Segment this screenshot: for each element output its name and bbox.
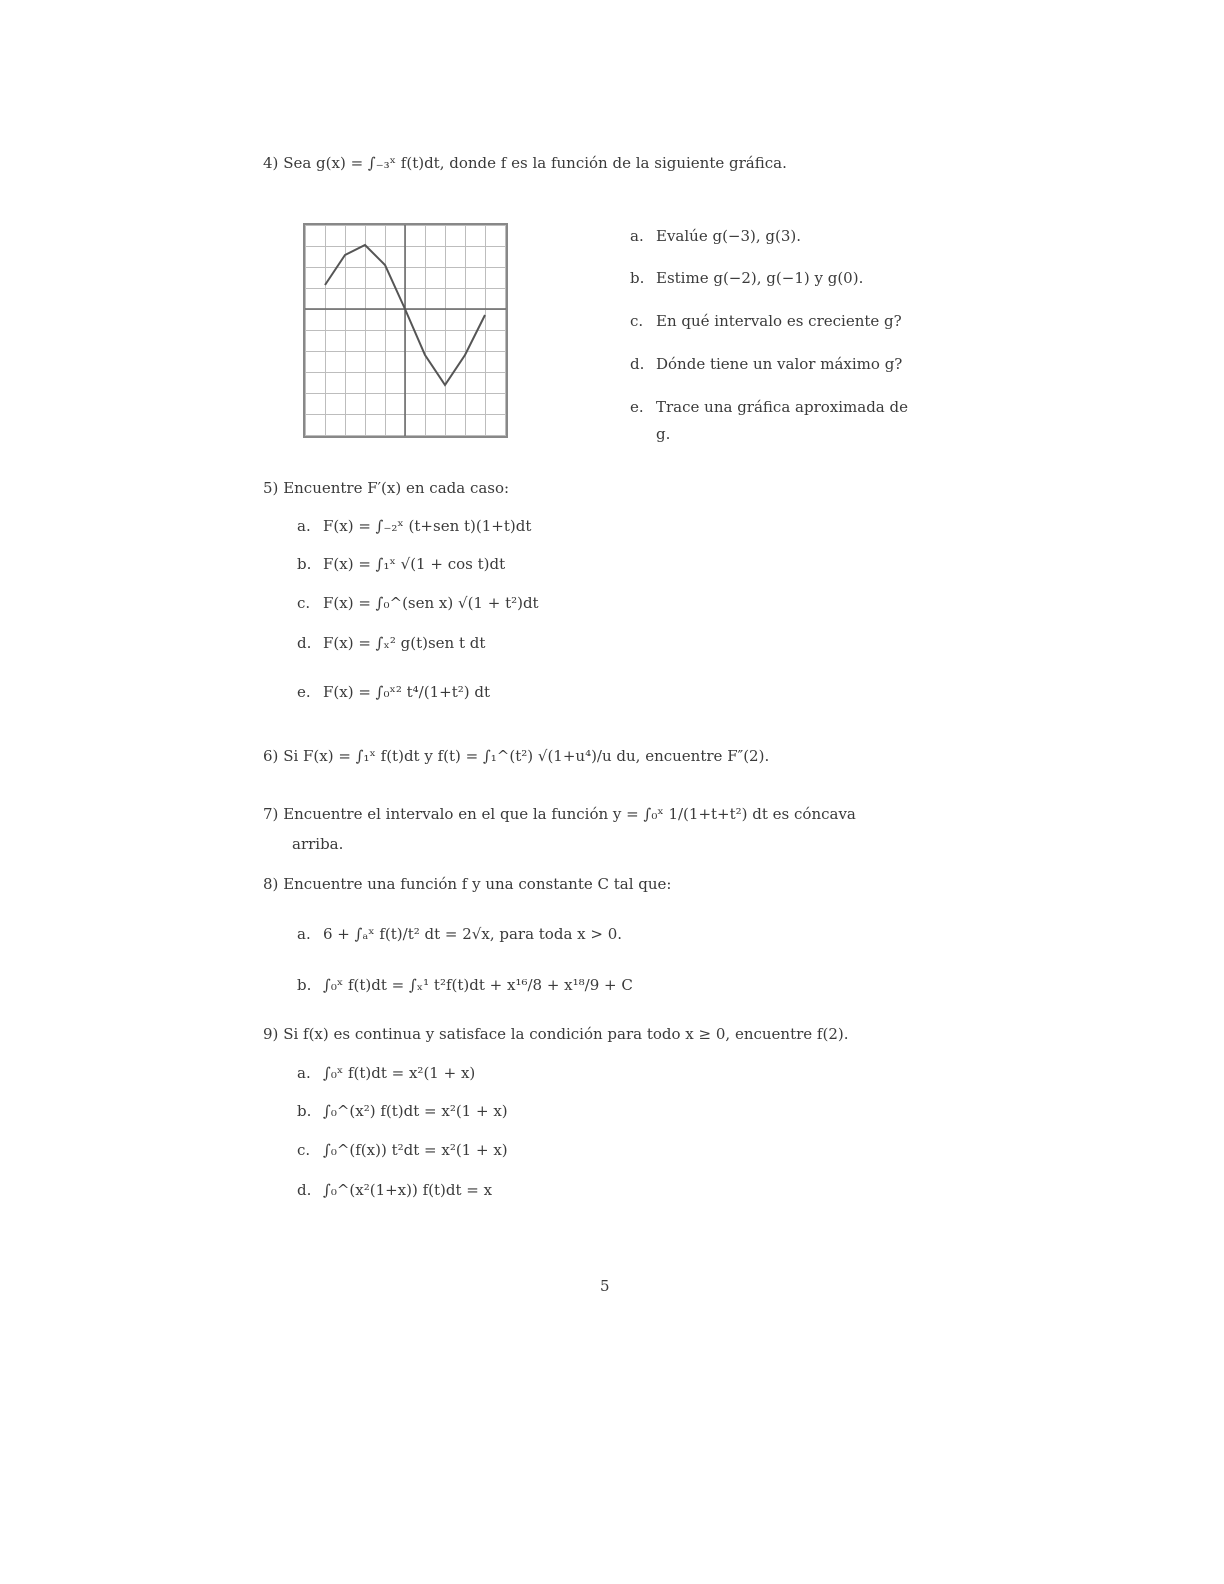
p5-item-e <box>297 684 490 701</box>
item-label: d. <box>630 355 645 373</box>
item-label: c. <box>297 594 311 612</box>
problem-number: 6) <box>263 747 279 765</box>
item-label: b. <box>297 976 312 994</box>
p4-item-c <box>630 313 902 330</box>
problem-text: Encuentre una función f y una constante C tal que: <box>283 875 672 893</box>
problem-4-statement <box>263 155 787 172</box>
p9-item-c <box>297 1142 508 1159</box>
item-text: En qué intervalo es creciente g? <box>656 312 902 330</box>
p9-item-d <box>297 1182 492 1199</box>
item-text: Estime g(−2), g(−1) y g(0). <box>656 269 864 287</box>
item-text: ∫₀^(x²(1+x)) f(t)dt = x <box>323 1181 493 1199</box>
problem-text: Si f(x) es continua y satisface la condición para todo x ≥ 0, encuentre f(2). <box>283 1025 849 1043</box>
item-text: ∫₀^(x²) f(t)dt = x²(1 + x) <box>323 1102 508 1120</box>
item-label: a. <box>630 227 644 245</box>
item-text: Evalúe g(−3), g(3). <box>656 227 802 245</box>
p5-item-a <box>297 518 531 535</box>
page-number: 5 <box>600 1277 610 1295</box>
p9-item-b <box>297 1103 508 1120</box>
p4-item-d <box>630 356 902 373</box>
item-text: F(x) = ∫₀^(sen x) √(1 + t²)dt <box>323 594 539 612</box>
item-label: e. <box>297 683 311 701</box>
p5-item-d <box>297 635 485 652</box>
graph-curve <box>305 225 506 436</box>
p4-item-b <box>630 270 863 287</box>
function-graph <box>303 223 508 438</box>
item-label: a. <box>297 517 311 535</box>
item-text: Dónde tiene un valor máximo g? <box>656 355 903 373</box>
problem-number: 7) <box>263 805 279 823</box>
p4-item-a <box>630 228 801 245</box>
item-label: b. <box>630 269 645 287</box>
p9-item-a <box>297 1065 475 1082</box>
item-label: c. <box>630 312 644 330</box>
problem-number: 5) <box>263 479 279 497</box>
p8-item-b <box>297 977 633 994</box>
problem-text: Encuentre el intervalo en el que la función y = ∫₀ˣ 1/(1+t+t²) dt es cóncava <box>283 805 856 823</box>
p4-item-e-cont <box>656 426 670 443</box>
problem-7-statement <box>263 806 856 823</box>
problem-7-continuation <box>292 836 343 853</box>
problem-number: 4) <box>263 154 279 172</box>
problem-8-statement <box>263 876 671 893</box>
item-text: F(x) = ∫ₓ² g(t)sen t dt <box>323 634 486 652</box>
item-label: c. <box>297 1141 311 1159</box>
p4-item-e <box>630 399 908 416</box>
item-label: a. <box>297 1064 311 1082</box>
item-label: a. <box>297 925 311 943</box>
item-text: F(x) = ∫₀ˣ² t⁴/(1+t²) dt <box>323 683 490 701</box>
problem-number: 9) <box>263 1025 279 1043</box>
problem-text: Sea g(x) = ∫₋₃ˣ f(t)dt, donde f es la función de la siguiente gráfica. <box>283 154 787 172</box>
problem-text: Encuentre F′(x) en cada caso: <box>283 479 510 497</box>
item-text: Trace una gráfica aproximada de <box>656 398 908 416</box>
item-text: 6 + ∫ₐˣ f(t)/t² dt = 2√x, para toda x > 0. <box>323 925 623 943</box>
p5-item-b <box>297 556 505 573</box>
problem-5-statement <box>263 480 509 497</box>
item-label: b. <box>297 1102 312 1120</box>
item-label: b. <box>297 555 312 573</box>
problem-text: arriba. <box>292 835 344 853</box>
problem-9-statement <box>263 1026 849 1043</box>
problem-number: 8) <box>263 875 279 893</box>
item-label: e. <box>630 398 644 416</box>
problem-6-statement <box>263 748 769 765</box>
problem-text: Si F(x) = ∫₁ˣ f(t)dt y f(t) = ∫₁^(t²) √(1+u⁴)/u du, encuentre F″(2). <box>283 747 770 765</box>
p8-item-a <box>297 926 622 943</box>
p5-item-c <box>297 595 539 612</box>
item-text: F(x) = ∫₋₂ˣ (t+sen t)(1+t)dt <box>323 517 532 535</box>
item-text: ∫₀ˣ f(t)dt = ∫ₓ¹ t²f(t)dt + x¹⁶/8 + x¹⁸/9 + C <box>323 976 633 994</box>
item-text: ∫₀^(f(x)) t²dt = x²(1 + x) <box>323 1141 508 1159</box>
item-label: d. <box>297 634 312 652</box>
item-text: g. <box>656 425 671 443</box>
item-text: ∫₀ˣ f(t)dt = x²(1 + x) <box>323 1064 476 1082</box>
item-label: d. <box>297 1181 312 1199</box>
item-text: F(x) = ∫₁ˣ √(1 + cos t)dt <box>323 555 506 573</box>
